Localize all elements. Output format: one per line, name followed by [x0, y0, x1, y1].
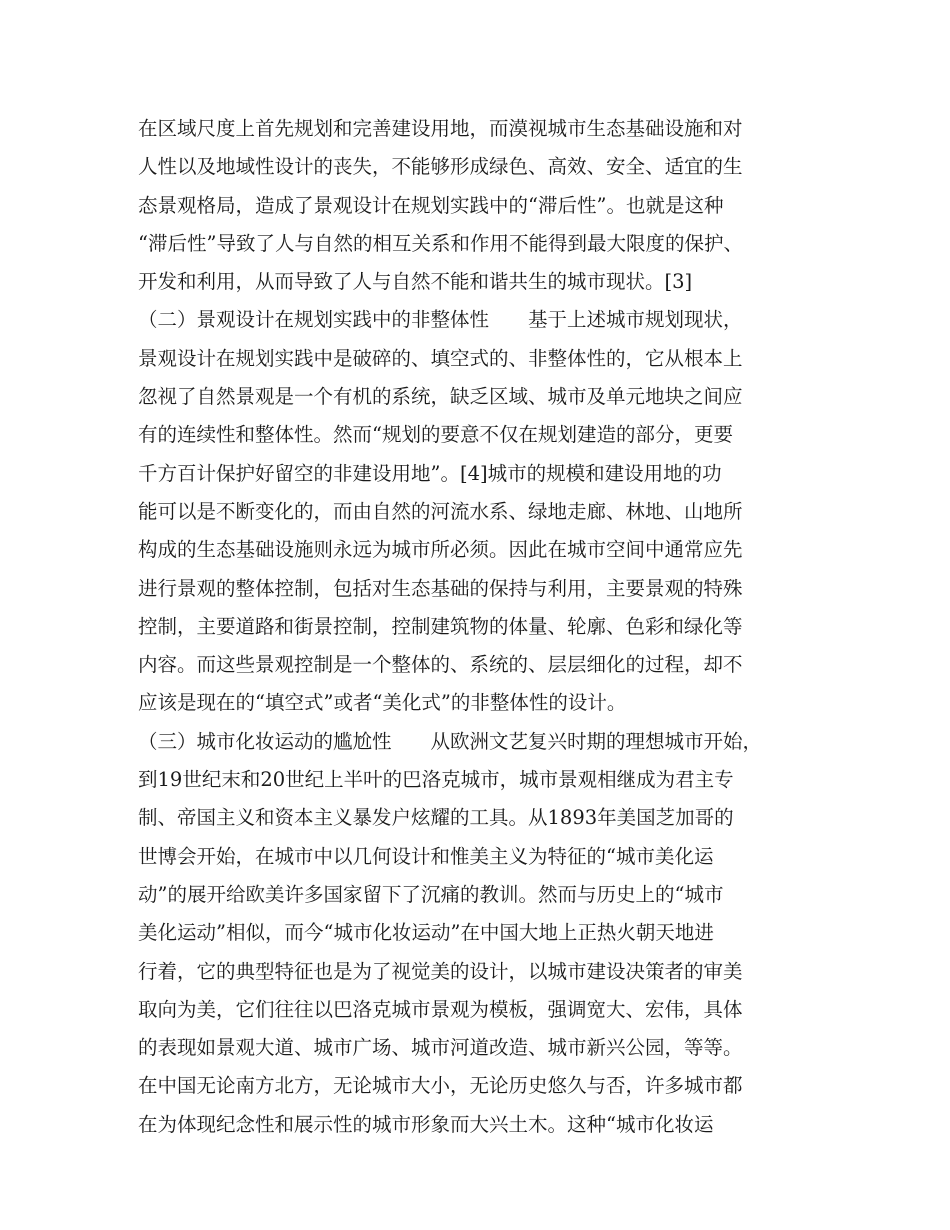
text-line: 内容。而这些景观控制是一个整体的、系统的、层层细化的过程，却不: [138, 653, 743, 677]
text-line: 在中国无论南方北方，无论城市大小，无论历史悠久与否，许多城市都: [138, 1074, 743, 1098]
text-line: 应该是现在的“填空式”或者“美化式”的非整体性的设计。: [138, 691, 627, 715]
text-line: 千方百计保护好留空的非建设用地”。[4]城市的规模和建设用地的功: [138, 461, 722, 485]
text-line: 的表现如景观大道、城市广场、城市河道改造、城市新兴公园，等等。: [138, 1036, 743, 1060]
text-line: 开发和利用，从而导致了人与自然不能和谐共生的城市现状。[3]: [138, 270, 693, 294]
text-line: 景观设计在规划实践中是破碎的、填空式的、非整体性的，它从根本上: [138, 346, 743, 370]
text-line: 人性以及地域性设计的丧失，不能够形成绿色、高效、安全、适宜的生: [138, 155, 743, 179]
body-text: [138, 110, 838, 1144]
text-line: 在区域尺度上首先规划和完善建设用地，而漠视城市生态基础设施和对: [138, 117, 743, 140]
text-line: 美化运动”相似，而今“城市化妆运动”在中国大地上正热火朝天地进: [138, 921, 714, 945]
text-line: 行着，它的典型特征也是为了视觉美的设计，以城市建设决策者的审美: [138, 959, 743, 983]
text-line: 取向为美，它们往往以巴洛克城市景观为模板，强调宽大、宏伟，具体: [138, 997, 743, 1021]
text-line: 在为体现纪念性和展示性的城市形象而大兴土木。这种“城市化妆运: [138, 1112, 714, 1136]
text-line: 态景观格局，造成了景观设计在规划实践中的“滞后性”。也就是这种: [138, 193, 724, 217]
text-line: 制、帝国主义和资本主义暴发户炫耀的工具。从1893年美国芝加哥的: [138, 806, 734, 830]
text-line: 能可以是不断变化的，而由自然的河流水系、绿地走廊、林地、山地所: [138, 499, 743, 523]
text-line: 有的连续性和整体性。然而“规划的要意不仅在规划建造的部分，更要: [138, 423, 733, 447]
text-line: “滞后性”导致了人与自然的相互关系和作用不能得到最大限度的保护、: [138, 231, 743, 255]
text-line: 到19世纪末和20世纪上半叶的巴洛克城市，城市景观相继成为君主专: [138, 768, 734, 792]
text-line: （二）景观设计在规划实践中的非整体性 基于上述城市规划现状，: [138, 308, 743, 332]
text-line: 世博会开始，在城市中以几何设计和惟美主义为特征的“城市美化运: [138, 844, 714, 868]
text-line: 构成的生态基础设施则永远为城市所必须。因此在城市空间中通常应先: [138, 538, 743, 562]
text-line: 进行景观的整体控制，包括对生态基础的保持与利用，主要景观的特殊: [138, 576, 743, 600]
text-line: 控制，主要道路和街景控制，控制建筑物的体量、轮廓、色彩和绿化等: [138, 614, 743, 638]
text-line: （三）城市化妆运动的尴尬性 从欧洲文艺复兴时期的理想城市开始，: [138, 729, 763, 753]
text-line: 忽视了自然景观是一个有机的系统，缺乏区域、城市及单元地块之间应: [138, 385, 743, 409]
text-line: 动”的展开给欧美许多国家留下了沉痛的教训。然而与历史上的“城市: [138, 882, 724, 906]
